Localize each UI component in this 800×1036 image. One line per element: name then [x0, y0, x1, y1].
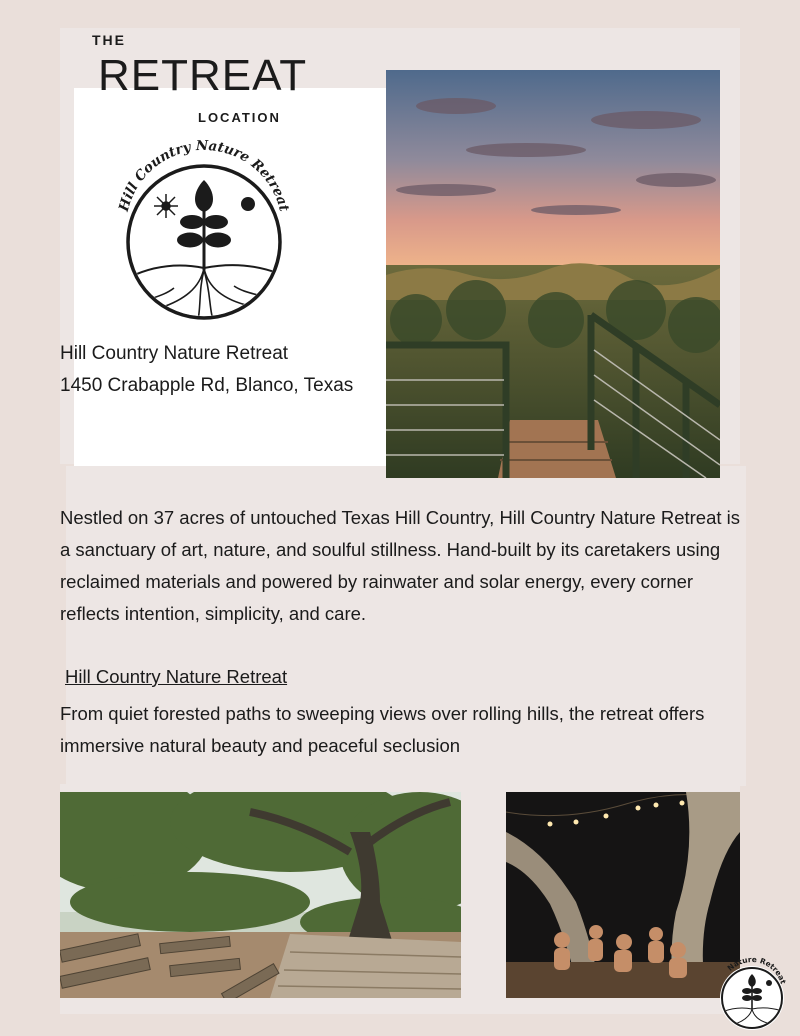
address-street: 1450 Crabapple Rd, Blanco, Texas — [60, 375, 354, 396]
address-block — [60, 338, 353, 402]
description-paragraph-2: From quiet forested paths to sweeping views over rolling hills, the retreat offers immersive natural beauty and peaceful seclusion — [60, 703, 705, 756]
heading-location: LOCATION — [198, 110, 281, 125]
logo-arc-text: Hill Country Nature Retreat — [115, 137, 293, 214]
night-gathering-photo — [506, 792, 740, 998]
retreat-link[interactable]: Hill Country Nature Retreat — [65, 666, 288, 687]
corner-logo-icon — [712, 952, 792, 1032]
heading-retreat: RETREAT — [98, 51, 308, 100]
address-name: Hill Country Nature Retreat — [60, 343, 289, 364]
description-paragraph: Nestled on 37 acres of untouched Texas Hill Country, Hill Country Nature Retreat is a sanctuary of art, nature, and soulful stillness. Hand-built by its caretakers using reclaimed materials and powered by rainwater and solar energy, every corner reflects intention, simplicity, and care. — [60, 507, 741, 624]
sunset-deck-photo — [386, 70, 720, 478]
sprout-sun-moon-logo-icon — [104, 128, 304, 328]
oak-tree-amphitheater-photo — [60, 792, 461, 998]
heading-the: THE — [92, 32, 126, 48]
corner-logo-arc-text: Nature Retreat — [725, 954, 788, 985]
